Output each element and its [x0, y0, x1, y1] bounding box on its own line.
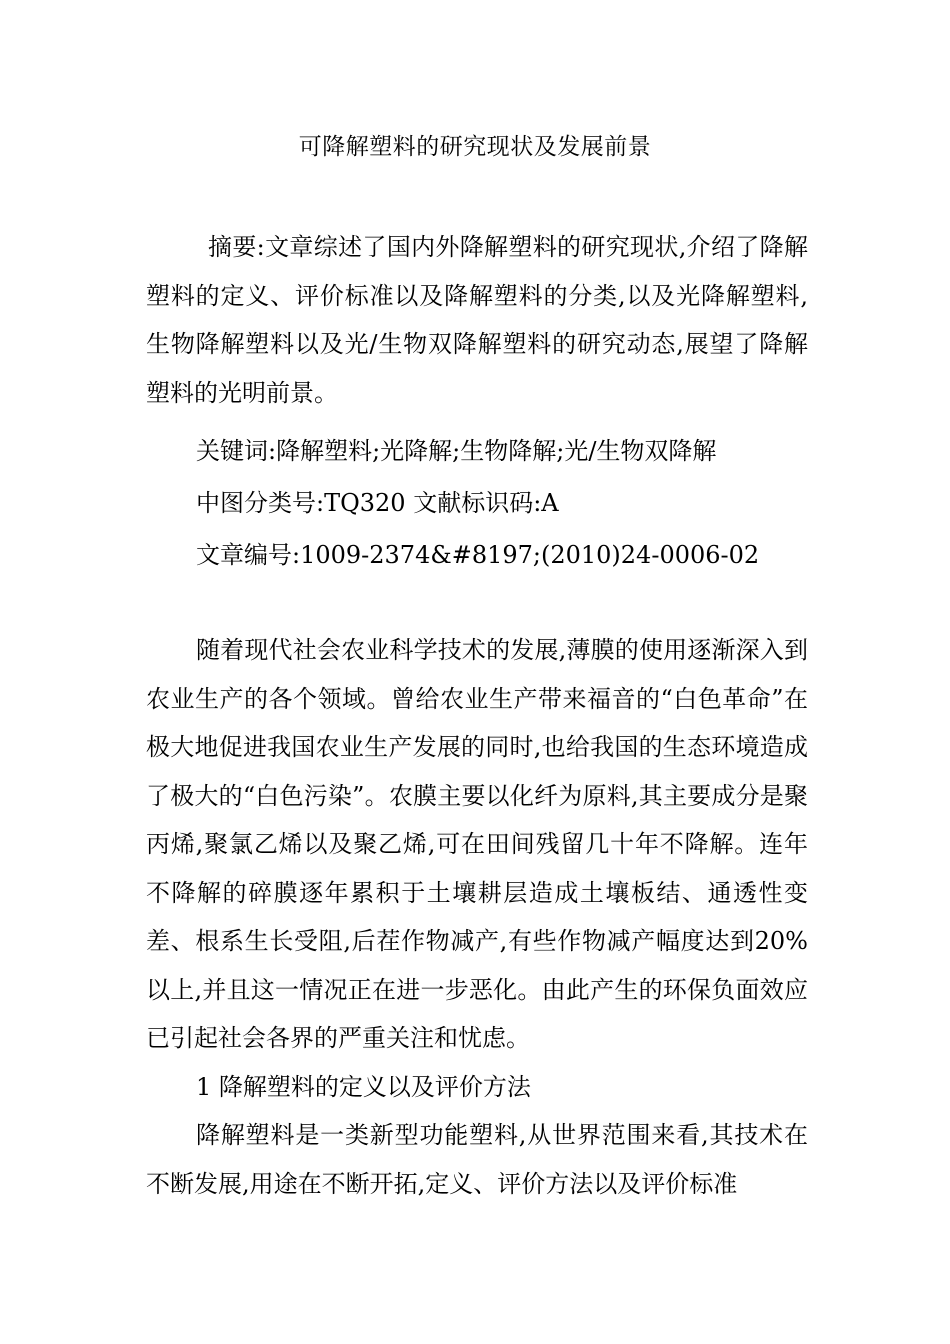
section-heading: 1 降解塑料的定义以及评价方法 [196, 1072, 531, 1101]
main-text [146, 626, 808, 1208]
intro-paragraph: 随着现代社会农业科学技术的发展,薄膜的使用逐渐深入到农业生产的各个领域。曾给农业生产带来福音的“白色革命”在极大地促进我国农业生产发展的同时,也给我国的生态环境造成了极大的“白色污染”。农膜主要以化纤为原料,其主要成分是聚丙烯,聚氯乙烯以及聚乙烯,可在田间残留几十年不降解。连年不降解的碎膜逐年累积于土壤耕层造成土壤板结、通透性变差、根系生长受阻,后茬作物减产,有些作物减产幅度达到20%以上,并且这一情况正在进一步恶化。由此产生的环保负面效应已引起社会各界的严重关注和忧虑。 [146, 636, 808, 1052]
abstract-paragraph: 摘要:文章综述了国内外降解塑料的研究现状,介绍了降解塑料的定义、评价标准以及降解塑料的分类,以及光降解塑料,生物降解塑料以及光/生物双降解塑料的研究动态,展望了降解塑料的光明前景。 [146, 233, 808, 407]
keywords-line: 关键词:降解塑料;光降解;生物降解;光/生物双降解 [196, 437, 717, 465]
article-number-line: 文章编号:1009-2374&#8197;(2010)24-0006-02 [196, 541, 760, 569]
metadata-block [146, 425, 808, 581]
classification-line: 中图分类号:TQ320 文献标识码:A [196, 489, 559, 517]
document-title: 可降解塑料的研究现状及发展前景 [298, 134, 652, 160]
section-paragraph: 降解塑料是一类新型功能塑料,从世界范围来看,其技术在不断发展,用途在不断开拓,定义、评价方法以及评价标准 [146, 1121, 808, 1198]
